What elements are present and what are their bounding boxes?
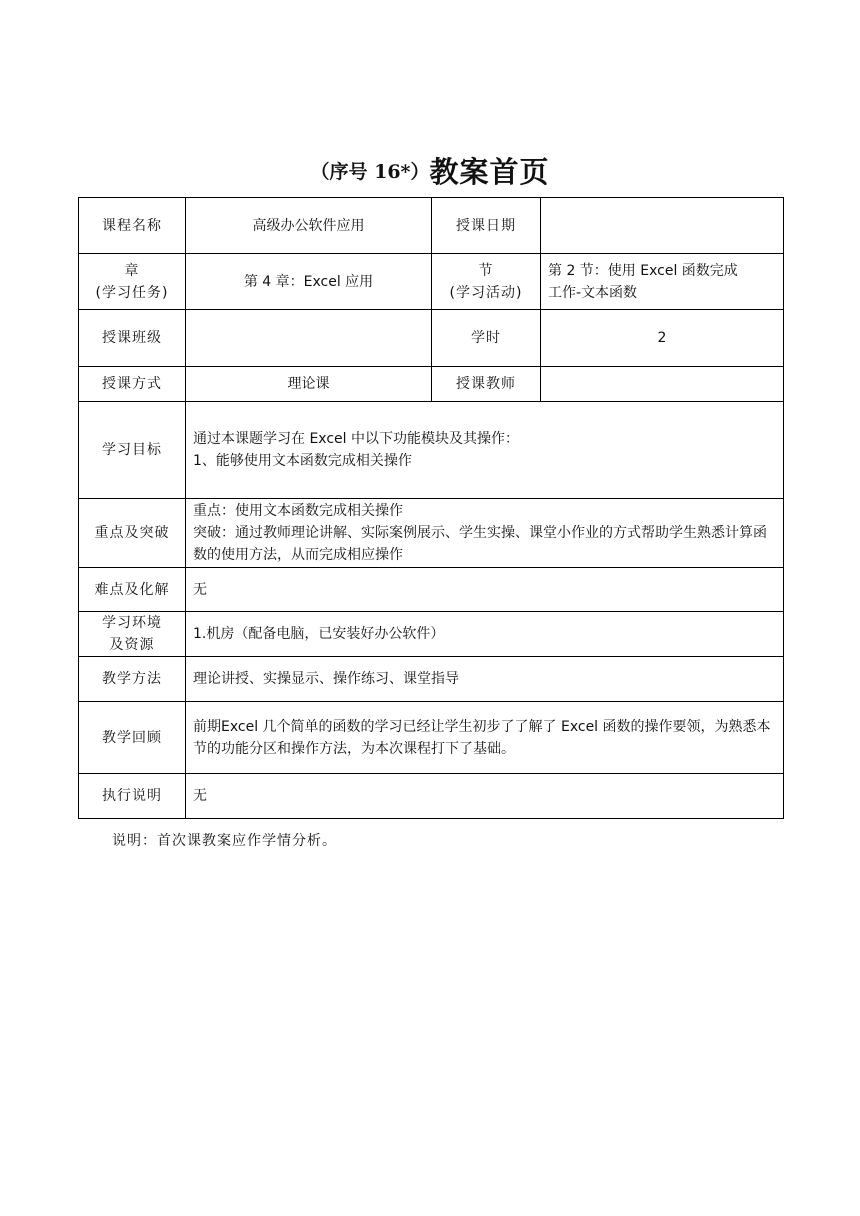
row-execution (79, 774, 784, 819)
row-chapter (79, 254, 784, 310)
section-label-line-1: 节 (478, 262, 494, 279)
row-goal (79, 402, 784, 499)
class-value (186, 310, 432, 367)
review-label: 教学回顾 (79, 702, 186, 774)
row-key-points (79, 499, 784, 568)
goal-label: 学习目标 (79, 402, 186, 499)
row-environment (79, 612, 784, 657)
row-class (79, 310, 784, 367)
row-review (79, 702, 784, 774)
section-value (541, 254, 784, 310)
teacher-value (541, 367, 784, 402)
execution-value: 无 (186, 774, 784, 819)
method-value: 理论讲授、实操显示、操作练习、课堂指导 (186, 657, 784, 702)
class-label: 授课班级 (79, 310, 186, 367)
section-label (432, 254, 541, 310)
date-value (541, 198, 784, 254)
difficulty-value: 无 (186, 568, 784, 612)
row-method (79, 657, 784, 702)
key-points-line-2: 突破：通过教师理论讲解、实际案例展示、学生实操、课堂小作业的方式帮助学生熟悉计算函数的使用方法，从而完成相应操作 (193, 525, 767, 563)
chapter-label-line-1: 章 (124, 262, 140, 279)
title-text: 教案首页 (429, 155, 550, 189)
mode-value: 理论课 (186, 367, 432, 402)
page-title (0, 150, 860, 196)
lesson-plan-table (78, 197, 784, 819)
goal-line-1: 通过本课题学习在 Excel 中以下功能模块及其操作： (193, 431, 519, 447)
row-difficulty (79, 568, 784, 612)
chapter-label (79, 254, 186, 310)
environment-label (79, 612, 186, 657)
review-value: 前期Excel 几个简单的函数的学习已经让学生初步了了解了 Excel 函数的操作要领，为熟悉本节的功能分区和操作方法，为本次课程打下了基础。 (186, 702, 784, 774)
section-value-line-2: 工作-文本函数 (548, 284, 638, 301)
difficulty-label: 难点及化解 (79, 568, 186, 612)
title-serial: （序号 16*） (310, 161, 430, 183)
execution-label: 执行说明 (79, 774, 186, 819)
goal-value (186, 402, 784, 499)
environment-value: 1.机房（配备电脑，已安装好办公软件） (186, 612, 784, 657)
hours-value: 2 (541, 310, 784, 367)
course-name-label: 课程名称 (79, 198, 186, 254)
environment-label-line-1: 学习环境 (102, 615, 162, 631)
row-course (79, 198, 784, 254)
hours-label: 学时 (432, 310, 541, 367)
key-points-line-1: 重点：使用文本函数完成相关操作 (193, 503, 403, 519)
key-points-value (186, 499, 784, 568)
footer-note: 说明：首次课教案应作学情分析。 (112, 833, 337, 849)
key-points-label: 重点及突破 (79, 499, 186, 568)
date-label: 授课日期 (432, 198, 541, 254)
teacher-label: 授课教师 (432, 367, 541, 402)
chapter-value: 第 4 章：Excel 应用 (186, 254, 432, 310)
course-name-value: 高级办公软件应用 (186, 198, 432, 254)
section-value-line-1: 第 2 节：使用 Excel 函数完成 (548, 262, 738, 279)
mode-label: 授课方式 (79, 367, 186, 402)
chapter-label-line-2: (学习任务) (95, 284, 169, 301)
row-mode (79, 367, 784, 402)
goal-line-2: 1、能够使用文本函数完成相关操作 (193, 453, 412, 469)
section-label-line-2: (学习活动) (449, 284, 523, 301)
environment-label-line-2: 及资源 (109, 637, 155, 653)
method-label: 教学方法 (79, 657, 186, 702)
